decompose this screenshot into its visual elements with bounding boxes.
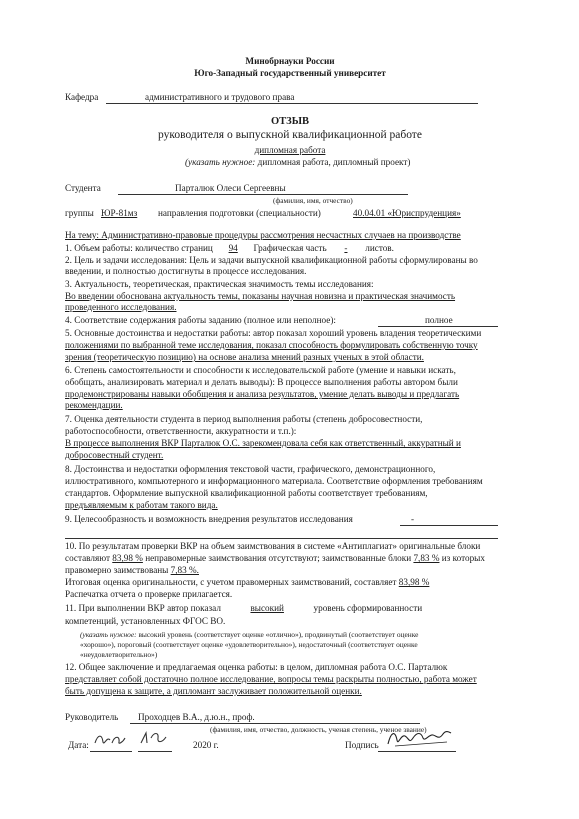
signature-line bbox=[378, 751, 456, 752]
department-value: административного и трудового права bbox=[145, 92, 295, 102]
work-type: дипломная работа bbox=[254, 145, 326, 155]
item-7-line-2: работоспособности, ответственности, аккуратности и т.п.): bbox=[65, 426, 297, 436]
item-9-value: - bbox=[411, 514, 415, 524]
item-7-line-1: 7. Оценка деятельности студента в период выполнения работы (степень добросовестности, bbox=[65, 414, 423, 424]
date-label: Дата: bbox=[68, 740, 89, 750]
item-12-line-2: представляет собой достаточно полное исследование, вопросы темы раскрыты полностью, работа может bbox=[65, 674, 477, 684]
item-11-hint-2: «хорошо»), пороговый (соответствует оценке «удовлетворительно»), недостаточный (соответствует оценке bbox=[80, 640, 418, 649]
item-5-line-2: положениями по выбранной теме исследования, показал способность формулировать собственную точку bbox=[65, 340, 478, 350]
graphic-sheets: - bbox=[344, 243, 348, 253]
item-6-line-4: рекомендации. bbox=[65, 400, 123, 410]
item-4-underline bbox=[378, 326, 498, 327]
item-6-line-3: продемонстрированы навыки обобщения и анализа результатов, умение делать выводы и предлагать bbox=[65, 389, 460, 399]
department-underline bbox=[106, 103, 478, 104]
group-value: ЮР-81мз bbox=[101, 208, 138, 218]
item-7-line-3: В процессе выполнения ВКР Парталюк О.С. зарекомендовала себя как ответственный, аккуратный и bbox=[65, 438, 461, 448]
competence-level: высокий bbox=[250, 603, 284, 613]
item-10-line-5: Распечатка отчета о проверке прилагается. bbox=[65, 589, 233, 599]
item-10-line-3: правомерно заимствованы 7,83 %. bbox=[65, 565, 199, 575]
item-12-line-1: 12. Общее заключение и предлагаемая оценка работы: в целом, дипломная работа О.С. Парталюк bbox=[65, 662, 448, 672]
document-title: ОТЗЫВ bbox=[270, 116, 310, 127]
group-label: группы bbox=[65, 208, 94, 218]
student-name: Парталюк Олеси Сергеевны bbox=[175, 183, 286, 193]
student-name-hint: (фамилия, имя, отчество) bbox=[273, 196, 353, 205]
signature-label: Подпись bbox=[345, 740, 379, 750]
item-9-underline bbox=[400, 525, 498, 526]
handwritten-month bbox=[137, 728, 171, 748]
item-11-hint-1: (указать нужное: высокий уровень (соответствует оценке «отлично»), продвинутый (соответствует оценке bbox=[80, 630, 419, 639]
university-name: Юго-Западный государственный университет bbox=[194, 68, 386, 78]
item-11-hint-3: «неудовлетворительно») bbox=[80, 650, 158, 659]
legit-borrowed-percent: 7,83 %. bbox=[170, 565, 199, 575]
item-10-line-2: составляют 83,98 % неправомерные заимствования отсутствуют; заимствованные блоки 7,83 % из которых bbox=[65, 553, 485, 563]
item-4-value: полное bbox=[425, 315, 453, 325]
item-10-line-1: 10. По результатам проверки ВКР на объем заимствования в системе «Антиплагиат» оригинальные блоки bbox=[65, 541, 481, 551]
borrowed-blocks-percent: 7,83 % bbox=[413, 553, 440, 563]
item-3-line-3: проведенного исследования. bbox=[65, 302, 177, 312]
final-originality-percent: 83,98 % bbox=[398, 577, 430, 587]
direction-value: 40.04.01 «Юриспруденция» bbox=[353, 208, 461, 218]
item-8-line-2: иллюстративного, компьютерного и информационного материала. Соответствие оформления требованиям bbox=[65, 476, 483, 486]
original-blocks-percent: 83,98 % bbox=[112, 553, 143, 563]
item-2-line-1: 2. Цель и задачи исследования: Цель и задачи выпускной квалификационной работы сформулированы во bbox=[65, 255, 478, 265]
item-12-line-3: быть допущена к защите, а дипломант заслуживает положительной оценки. bbox=[65, 686, 362, 696]
date-day-line bbox=[90, 751, 132, 752]
item-9-label: 9. Целесообразность и возможность внедрения результатов исследования bbox=[65, 514, 353, 524]
item-8-line-4: предъявляемым к работам такого вида. bbox=[65, 500, 218, 510]
department-label: Кафедра bbox=[65, 92, 99, 102]
pages-count: 94 bbox=[228, 243, 238, 253]
item-10-line-4: Итоговая оценка оригинальности, с учетом правомерных заимствований, составляет 83,98 % bbox=[65, 577, 430, 587]
item-6-line-1: 6. Степень самостоятельности и способности к исследовательской работе (умение и навыки искать, bbox=[65, 365, 456, 375]
supervisor-underline bbox=[130, 723, 420, 724]
work-type-hint: (указать нужное: дипломная работа, дипломный проект) bbox=[185, 157, 411, 167]
item-8-line-1: 8. Достоинства и недостатки оформления текстовой части, графического, демонстрационного, bbox=[65, 464, 436, 474]
item-4-label: 4. Соответствие содержания работы заданию (полное или неполное): bbox=[65, 315, 336, 325]
date-month-line bbox=[138, 751, 172, 752]
student-label: Студента bbox=[65, 183, 101, 193]
item-11-line-1: 11. При выполнении ВКР автор показал высокий уровень сформированности bbox=[65, 603, 423, 613]
student-name-underline bbox=[118, 194, 408, 195]
item-7-line-4: добросовестный студент. bbox=[65, 450, 164, 460]
supervisor-name: Проходцев В.А., д.ю.н., проф. bbox=[138, 712, 255, 722]
item-11-line-2: компетенций, установленных ФГОС ВО. bbox=[65, 616, 226, 626]
handwritten-day bbox=[92, 730, 128, 748]
item-9-blank-line bbox=[65, 538, 498, 539]
item-5-line-3: зрения (теоретическую позицию) на основе анализа мнений разных ученых в этой области. bbox=[65, 352, 424, 362]
item-3-line-1: 3. Актуальность, теоретическая, практическая значимость темы исследования: bbox=[65, 279, 374, 289]
item-2-line-2: введении, и полностью достигнуты в процессе исследования. bbox=[65, 266, 307, 276]
date-year: 2020 г. bbox=[193, 740, 219, 750]
item-5-line-1: 5. Основные достоинства и недостатки работы: автор показал хороший уровень владения теоретическими bbox=[65, 328, 482, 338]
direction-label: направления подготовки (специальности) bbox=[158, 208, 321, 218]
item-8-line-3: стандартов. Оформление выпускной квалификационной работы соответствует требованиям, bbox=[65, 488, 428, 498]
item-1: 1. Объем работы: количество страниц 94 Графическая часть - листов. bbox=[65, 243, 394, 253]
ministry-name: Минобрнауки России bbox=[245, 56, 335, 66]
supervisor-hint: (фамилия, имя, отчество, должность, ученая степень, ученое звание) bbox=[210, 725, 427, 734]
supervisor-label: Руководитель bbox=[65, 712, 119, 722]
item-3-line-2: Во введении обоснована актуальность темы, показаны научная новизна и практическая значимость bbox=[65, 291, 456, 301]
work-topic: На тему: Административно-правовые процедуры рассмотрения несчастных случаев на производстве bbox=[65, 230, 461, 240]
item-6-line-2: обобщать, анализировать материал и делать выводы): В процессе выполнения работы автором были bbox=[65, 377, 458, 387]
document-subtitle: руководителя о выпускной квалификационной работе bbox=[158, 129, 422, 141]
handwritten-signature bbox=[385, 724, 455, 750]
